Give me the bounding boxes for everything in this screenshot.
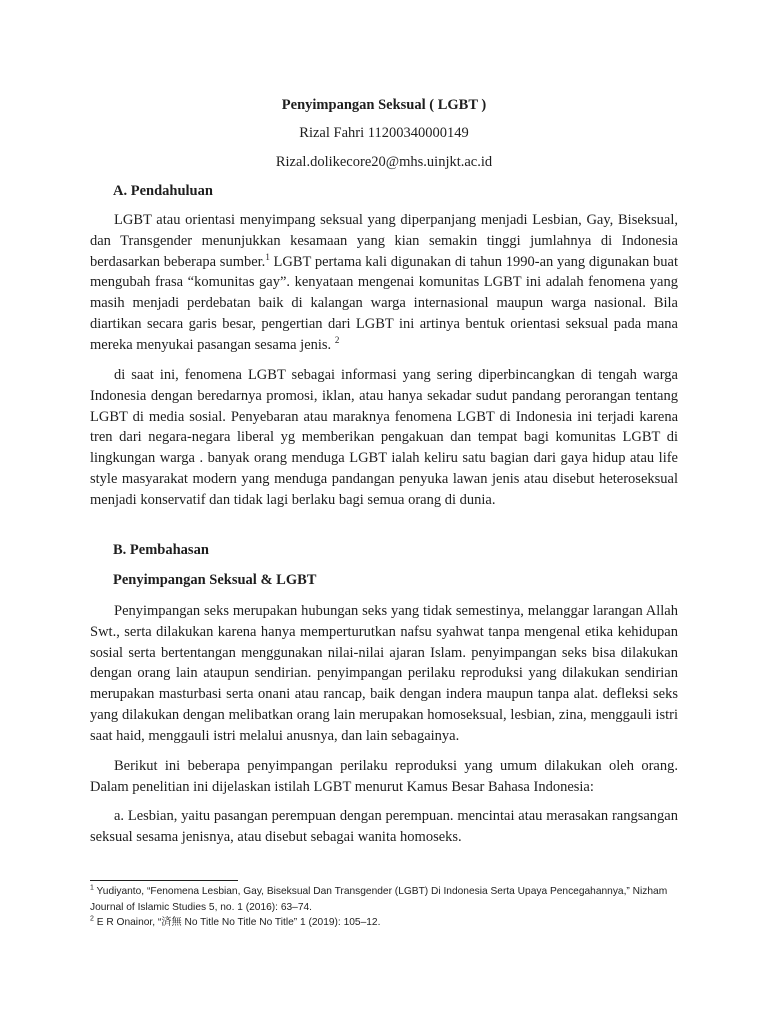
footnote-number: 2 (90, 915, 94, 923)
paragraph-text: LGBT atau orientasi menyimpang seksual yang diperpanjang menjadi Lesbian, Gay, Biseksual, dan Transgender menunjukkan kesamaan yang kian semakin tinggi jumlahnya di Indonesia berdasarkan beberapa sumber. (90, 212, 678, 270)
footnote-text: Yudiyanto, “Fenomena Lesbian, Gay, Biseksual Dan Transgender (LGBT) Di Indonesia Serta Upaya Pencegahannya,” Nizham Journal of Islamic Studies 5, no. 1 (2016): 63–74. (90, 886, 668, 913)
footnote-ref: 2 (334, 334, 340, 345)
footnote-2 (90, 915, 690, 931)
paragraph-intro-1 (90, 210, 678, 356)
document-title: Penyimpangan Seksual ( LGBT ) (281, 97, 487, 113)
section-heading-pembahasan: B. Pembahasan (113, 542, 209, 558)
subsection-heading: Penyimpangan Seksual & LGBT (113, 572, 317, 588)
footnotes (90, 884, 690, 931)
paragraph-text: LGBT pertama kali digunakan di tahun 1990-an yang digunakan buat mengubah frasa “komunitas gay”. kenyataan mengenai komunitas LGBT ini adalah fenomena yang masih menjadi perdebatan baik di kalangan warga internasional maupun warga nasional. Bila diartikan secara garis besar, pengertian dari LGBT ini artinya bentuk orientasi seksual pada mana mereka menyukai pasangan sesama jenis. (90, 253, 678, 353)
paragraph-discussion-2: Berikut ini beberapa penyimpangan perilaku reproduksi yang umum dilakukan oleh orang. Dalam penelitian ini dijelaskan istilah LGBT menurut Kamus Besar Bahasa Indonesia: (90, 758, 678, 795)
footnote-number: 1 (90, 884, 94, 892)
section-heading-pendahuluan: A. Pendahuluan (113, 183, 213, 199)
footnote-1 (90, 884, 690, 915)
author-email: Rizal.dolikecore20@mhs.uinjkt.ac.id (275, 154, 493, 170)
footnote-separator (90, 880, 238, 881)
footnote-ref: 1 (265, 251, 270, 262)
paragraph-lesbian-definition: a. Lesbian, yaitu pasangan perempuan dengan perempuan. mencintai atau merasakan rangsangan seksual sesama jenisnya, atau disebut sebagai wanita homoseks. (90, 808, 678, 845)
paragraph-discussion-1: Penyimpangan seks merupakan hubungan seks yang tidak semestinya, melanggar larangan Allah Swt., serta dilakukan karena hanya memperturutkan nafsu syahwat tanpa mengenal etika kehidupan sosial serta bertentangan menggunakan nilai-nilai ajaran Islam. penyimpangan seks bisa dilakukan dengan orang lain ataupun sendirian. penyimpangan perilaku reproduksi yang dilakukan sendirian merupakan masturbasi serta onani atau rancap, baik dengan indera maupun tanpa alat. defleksi seks yang dilakukan dengan melibatkan orang lain merupakan homoseksual, lesbian, zina, menggauli istri saat haid, menggauli istri melalui anusnya, dan lain sebagainya. (90, 603, 678, 744)
paragraph-intro-2: di saat ini, fenomena LGBT sebagai informasi yang sering diperbincangkan di tengah warga Indonesia dengan beredarnya promosi, iklan, atau hanya sekadar sudut pandang perorangan tentang LGBT di media sosial. Penyebaran atau maraknya fenomena LGBT di Indonesia ini terjadi karena tren dari negara-negara liberal yg memberikan pengakuan dan tempat bagi komunitas LGBT di lingkungan warga . banyak orang menduga LGBT ialah keliru satu bagian dari gaya hidup atau life style masyarakat modern yang menduga pandangan penyuka lawan jenis atau disebut heteroseksual menjadi konservatif dan tidak lagi berlaku bagi semua orang di dunia. (90, 367, 678, 508)
author-line: Rizal Fahri 11200340000149 (299, 125, 469, 141)
footnote-text: E R Onainor, “済無 No Title No Title No Title” 1 (2019): 105–12. (93, 917, 381, 928)
